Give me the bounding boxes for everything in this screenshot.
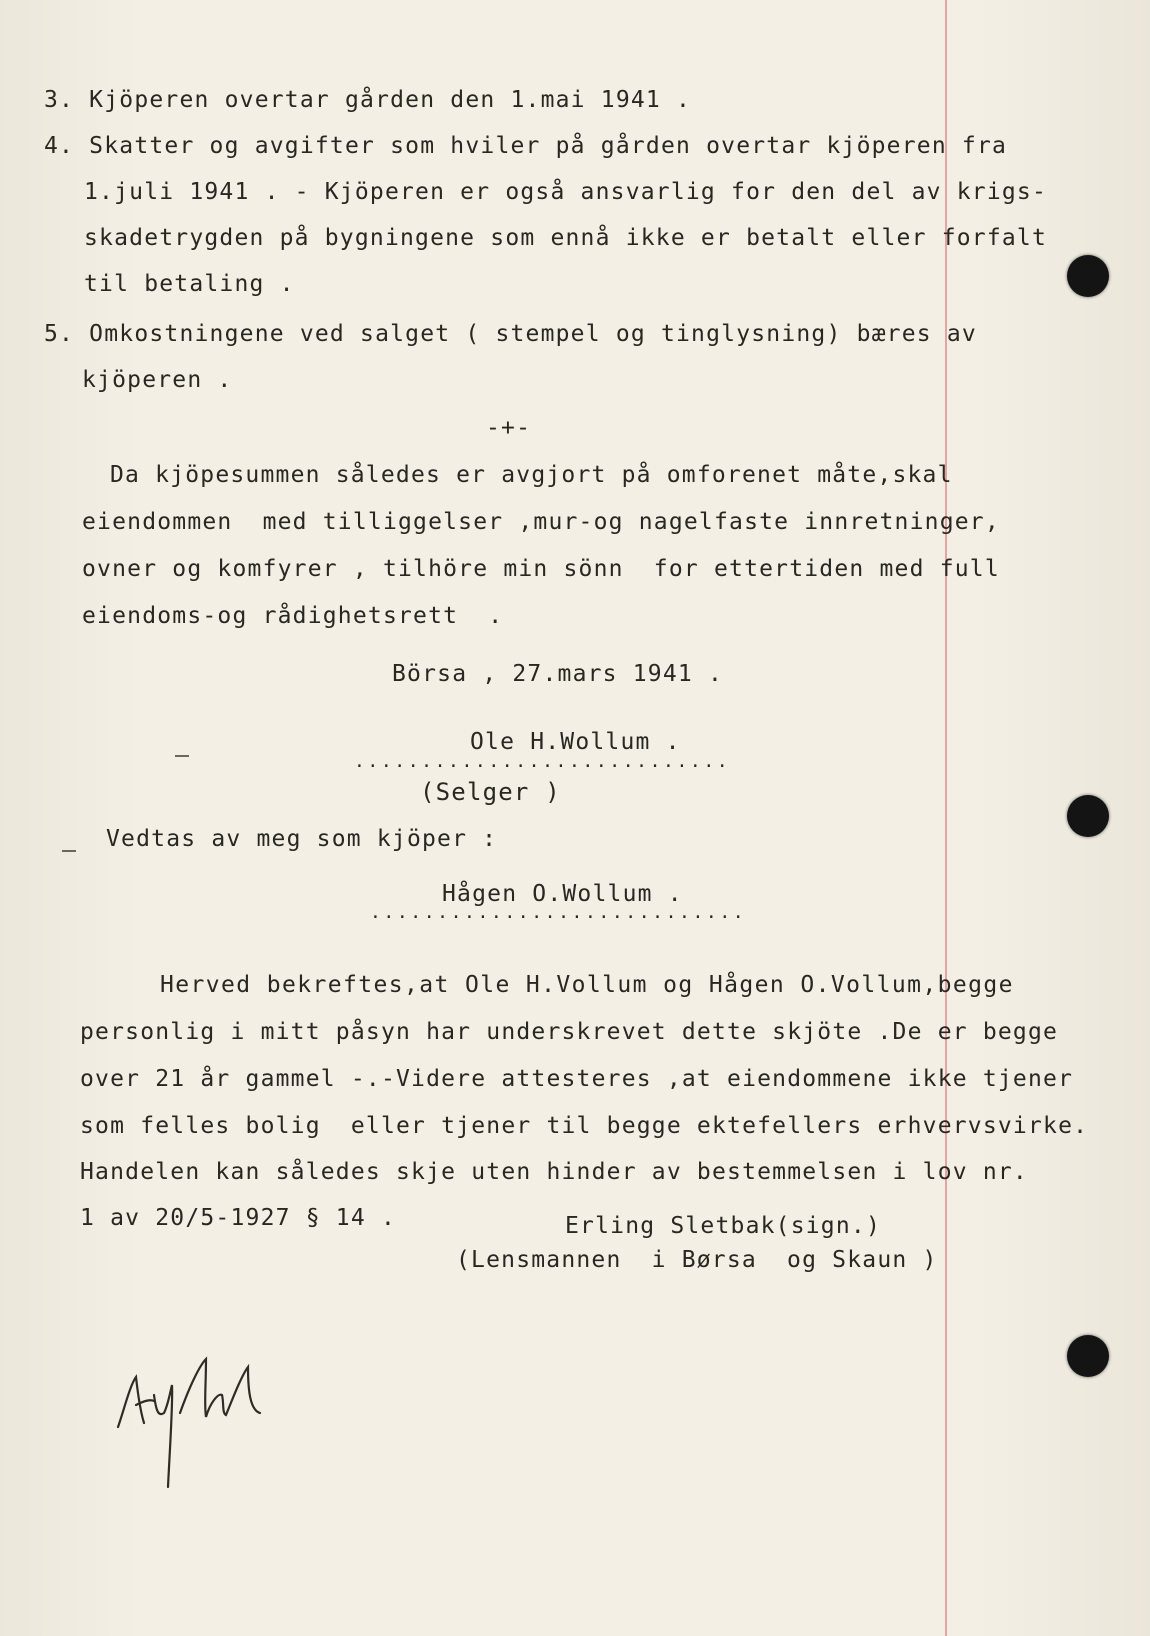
- attestation-line-1: Herved bekreftes,at Ole H.Vollum og Hågen O.Vollum,begge: [160, 972, 1014, 998]
- paragraph-line-3: ovner og komfyrer , tilhöre min sönn for ettertiden med full: [82, 556, 1000, 582]
- separator: -+-: [486, 415, 532, 441]
- item-5-line-2: kjöperen .: [82, 367, 233, 393]
- official-title: (Lensmannen i Børsa og Skaun ): [456, 1247, 938, 1273]
- item-4-line-2: 1.juli 1941 . - Kjöperen er også ansvarlig for den del av krigs-: [84, 179, 1048, 205]
- item-4-line-4: til betaling .: [84, 271, 295, 297]
- punch-hole: [1067, 1335, 1109, 1377]
- official-name: Erling Sletbak(sign.): [565, 1213, 881, 1239]
- paragraph-line-1: Da kjöpesummen således er avgjort på omforenet måte,skal: [110, 462, 953, 488]
- attestation-line-2: personlig i mitt påsyn har underskrevet dette skjöte .De er begge: [80, 1019, 1059, 1045]
- seller-signature-line: ............................: [354, 751, 731, 772]
- buyer-accept: Vedtas av meg som kjöper :: [106, 826, 498, 852]
- attestation-line-5: Handelen kan således skje uten hinder av bestemmelsen i lov nr.: [80, 1159, 1028, 1185]
- punch-hole: [1067, 795, 1109, 837]
- attestation-line-6: 1 av 20/5-1927 § 14 .: [80, 1205, 396, 1231]
- item-4: 4. Skatter og avgifter som hviler på gården overtar kjöperen fra: [44, 133, 1008, 159]
- item-4-line-3: skadetrygden på bygningene som ennå ikke er betalt eller forfalt: [84, 225, 1048, 251]
- paragraph-line-4: eiendoms-og rådighetsrett .: [82, 603, 504, 629]
- place-date: Börsa , 27.mars 1941 .: [392, 661, 724, 687]
- seller-name: Ole H.Wollum .: [470, 729, 681, 755]
- pencil-mark: [175, 755, 189, 757]
- handwritten-initials: [110, 1355, 280, 1505]
- buyer-signature-line: ............................: [370, 902, 747, 923]
- buyer-name: Hågen O.Wollum .: [442, 881, 683, 907]
- seller-role: (Selger ): [420, 778, 561, 806]
- punch-hole: [1067, 255, 1109, 297]
- attestation-line-3: over 21 år gammel -.-Videre attesteres ,at eiendommene ikke tjener: [80, 1066, 1074, 1092]
- item-5: 5. Omkostningene ved salget ( stempel og tinglysning) bæres av: [44, 321, 977, 347]
- attestation-line-4: som felles bolig eller tjener til begge ektefellers erhvervsvirke.: [80, 1113, 1089, 1139]
- paragraph-line-2: eiendommen med tilliggelser ,mur-og nagelfaste innretninger,: [82, 509, 1000, 535]
- item-3: 3. Kjöperen overtar gården den 1.mai 1941 .: [44, 87, 692, 113]
- pencil-mark: [62, 850, 76, 852]
